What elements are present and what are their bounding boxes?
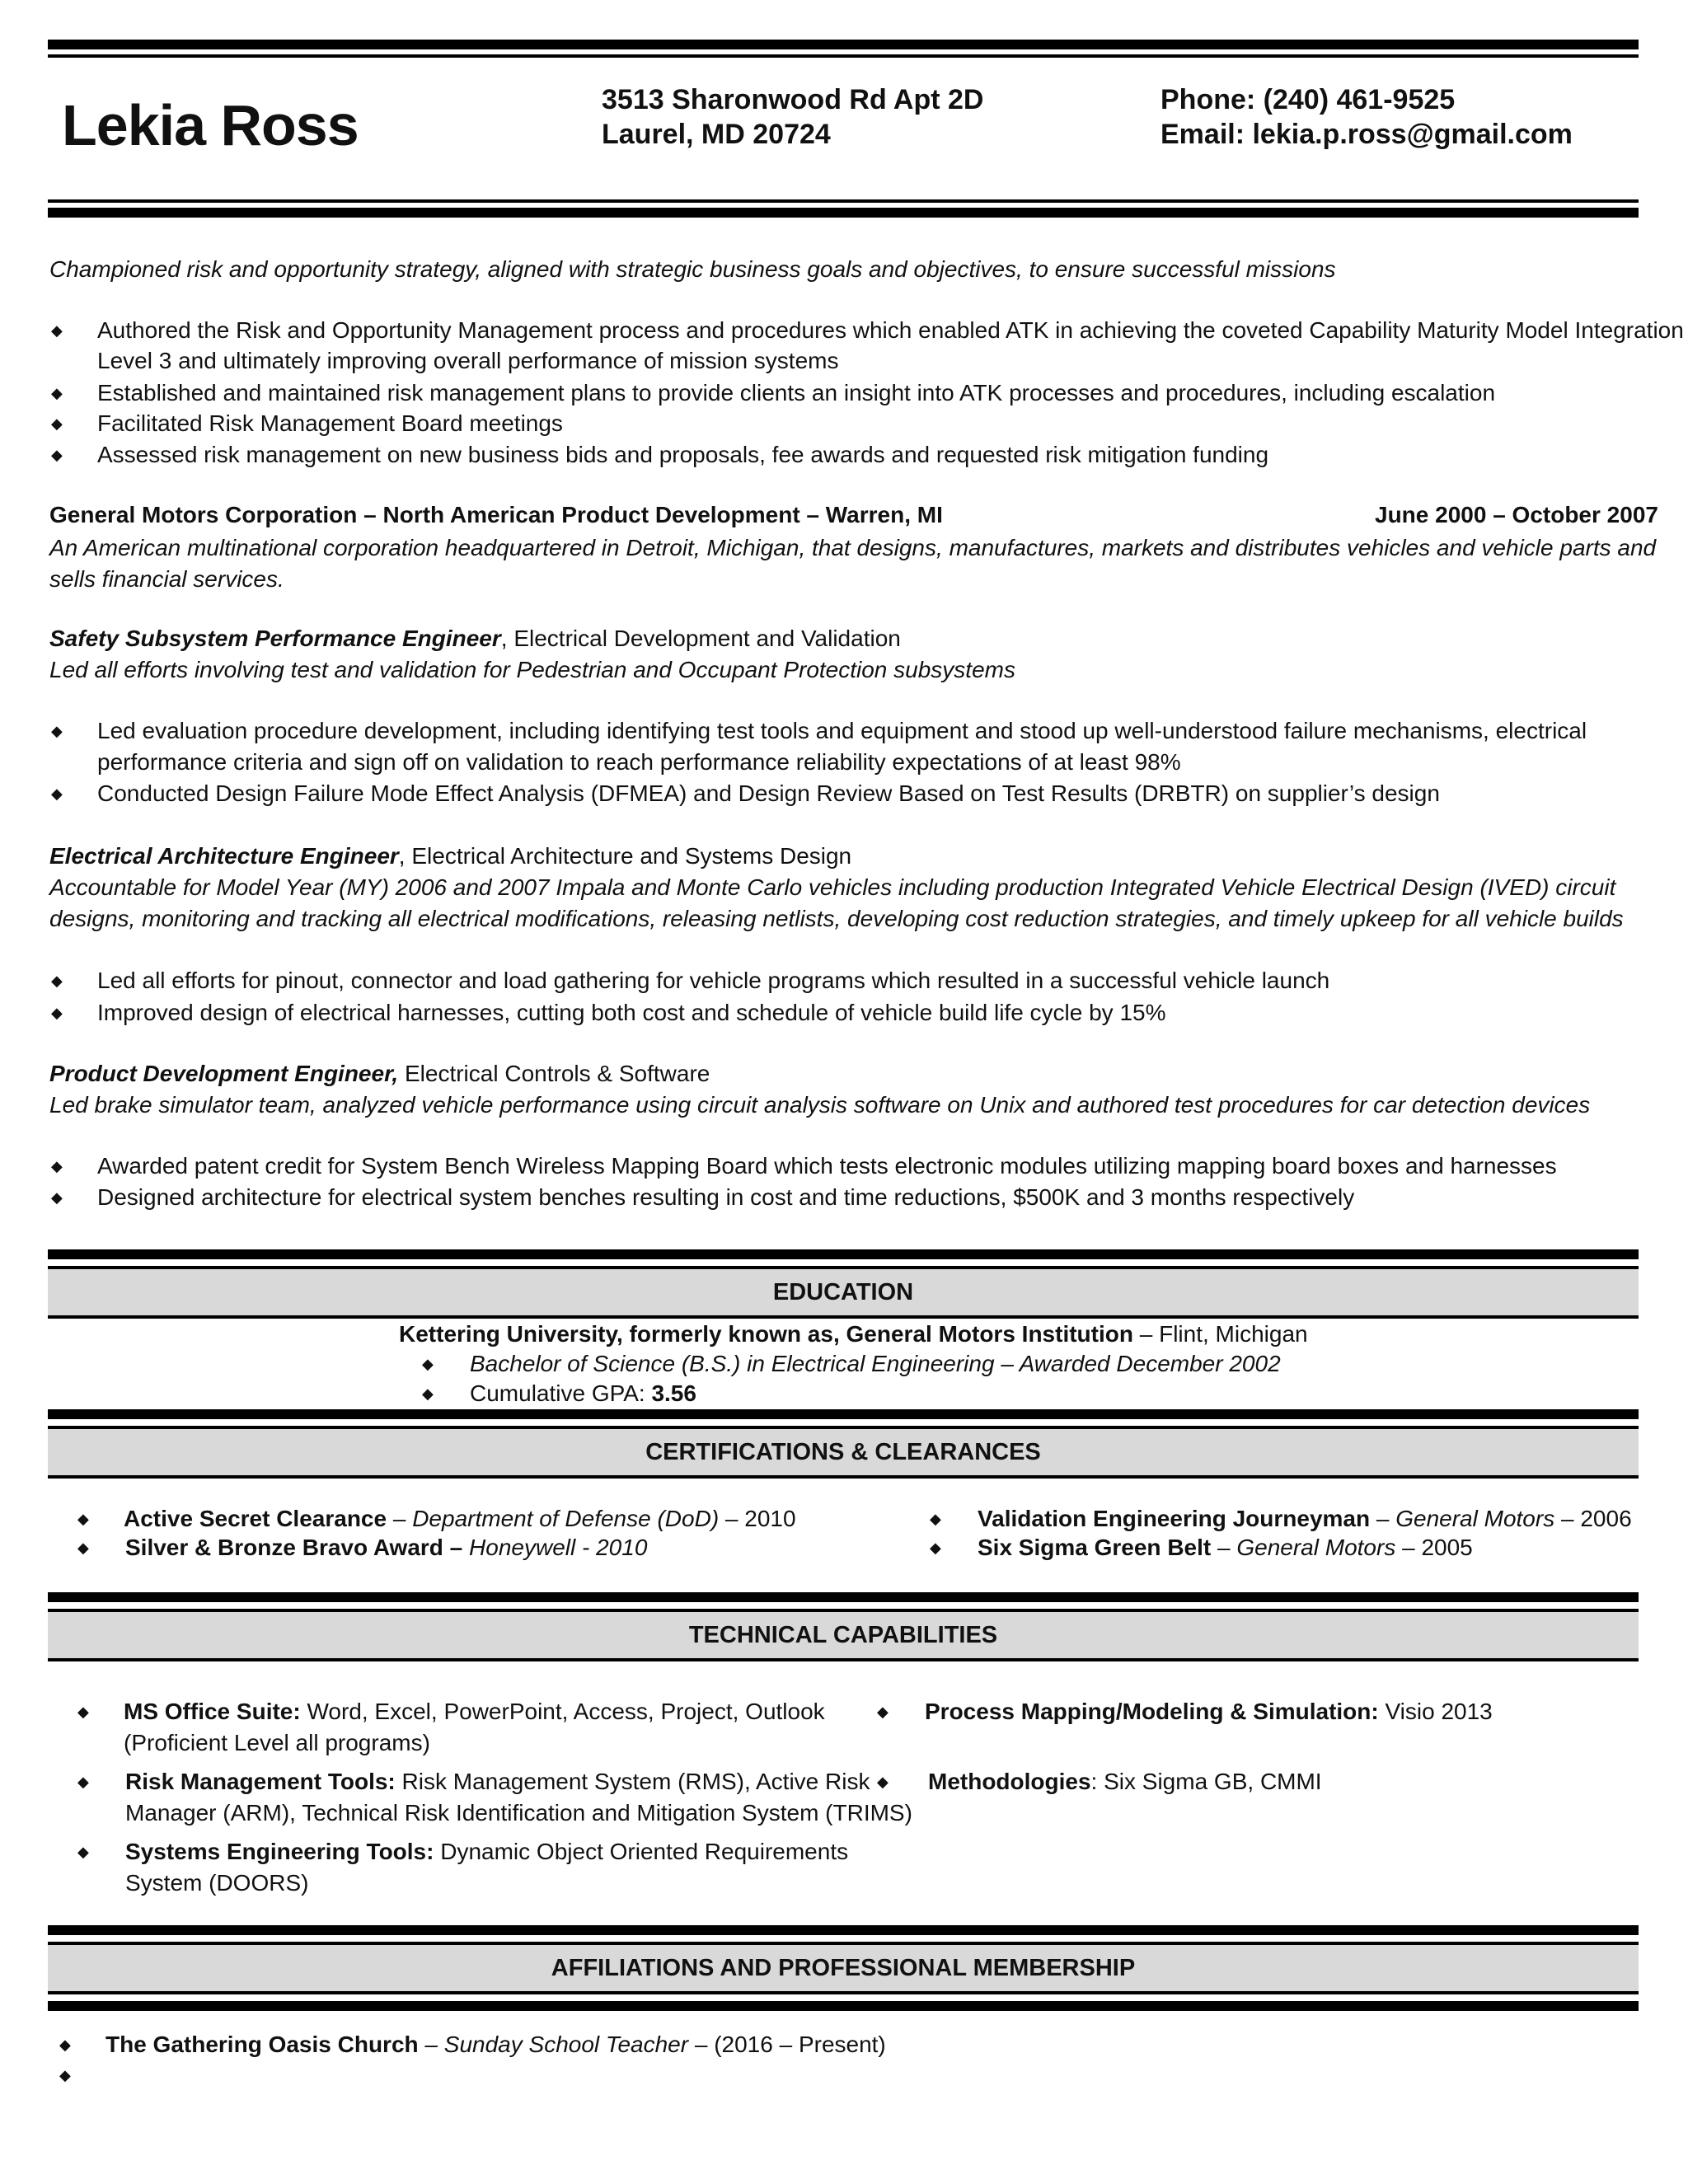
role-bullet-cont: performance criteria and sign off on validation to reach performance reliability expectations of at least 98% <box>97 749 1181 775</box>
technical-section-bar <box>48 1592 1639 1661</box>
role-title: Product Development Engineer, <box>49 1061 399 1086</box>
bullet-icon: ◆ <box>59 2036 71 2053</box>
address-line-1: 3513 Sharonwood Rd Apt 2D <box>602 84 984 115</box>
cert-org: – General Motors <box>1370 1506 1555 1531</box>
tech-label: Risk Management Tools: <box>125 1769 396 1794</box>
gpa-label: Cumulative GPA: <box>470 1380 652 1406</box>
bullet-icon: ◆ <box>51 447 63 463</box>
certifications-heading: CERTIFICATIONS & CLEARANCES <box>48 1429 1639 1475</box>
role-title-line <box>49 623 901 654</box>
company-description: An American multinational corporation headquartered in Detroit, Michigan, that designs, manufactures, markets and distributes vehicles and vehicle parts and <box>49 535 1657 560</box>
bullet-icon: ◆ <box>51 415 63 432</box>
cert-org: Honeywell - 2010 <box>462 1535 648 1560</box>
cert-year: – 2010 <box>719 1506 796 1531</box>
tech-item-cont: System (DOORS) <box>125 1870 309 1896</box>
role-title-line <box>49 841 851 872</box>
affiliations-heading: AFFILIATIONS AND PROFESSIONAL MEMBERSHIP <box>48 1945 1639 1991</box>
tech-value: Word, Excel, PowerPoint, Access, Project, Outlook <box>300 1699 825 1724</box>
tech-item <box>124 1696 825 1727</box>
tech-value: Risk Management System (RMS), Active Risk <box>395 1769 870 1794</box>
school-name: Kettering University, formerly known as, General Motors Institution <box>399 1321 1133 1347</box>
bullet-icon: ◆ <box>77 1844 89 1860</box>
education-heading: EDUCATION <box>48 1269 1639 1315</box>
cert-org: – General Motors <box>1211 1535 1396 1560</box>
cert-year: – 2005 <box>1395 1535 1473 1560</box>
bullet-icon: ◆ <box>51 1005 63 1021</box>
bullet-icon: ◆ <box>51 972 63 989</box>
role-title: Electrical Architecture Engineer <box>49 843 399 869</box>
company-dates: June 2000 – October 2007 <box>1375 502 1658 527</box>
tech-value: Visio 2013 <box>1378 1699 1493 1724</box>
bullet-icon: ◆ <box>877 1774 889 1790</box>
role-bullet: Conducted Design Failure Mode Effect Analysis (DFMEA) and Design Review Based on Test Results (DRBTR) on supplier’s design <box>97 780 1440 806</box>
bullet-icon: ◆ <box>77 1774 89 1790</box>
tech-item <box>125 1836 848 1868</box>
school-location: – Flint, Michigan <box>1132 1321 1308 1347</box>
technical-heading: TECHNICAL CAPABILITIES <box>48 1612 1639 1658</box>
bullet-icon: ◆ <box>77 1704 89 1720</box>
affiliation-role: – Sunday School Teacher <box>418 2032 689 2057</box>
school-line <box>399 1319 1308 1350</box>
candidate-name: Lekia Ross <box>62 93 359 157</box>
company-description-cont: sells financial services. <box>49 566 284 592</box>
bullet-icon: ◆ <box>930 1540 941 1556</box>
cert-item <box>125 1532 647 1563</box>
company-name: General Motors Corporation – North American Product Development – Warren, MI <box>49 502 943 527</box>
tech-label: MS Office Suite: <box>124 1699 301 1724</box>
bullet-icon: ◆ <box>59 2067 71 2083</box>
cert-org: – Department of Defense (DoD) <box>387 1506 720 1531</box>
tech-item-cont: (Proficient Level all programs) <box>124 1730 430 1755</box>
cert-item <box>978 1532 1473 1563</box>
role-summary: Led brake simulator team, analyzed vehicle performance using circuit analysis software on Unix and authored test procedures for car detection devices <box>49 1092 1591 1118</box>
summary-bullet: Authored the Risk and Opportunity Management process and procedures which enabled ATK in achieving the coveted Capability Maturity Model Integration <box>97 317 1684 343</box>
affiliations-section-bar <box>48 1925 1639 2011</box>
role-summary-cont: designs, monitoring and tracking all electrical modifications, releasing netlists, developing cost reduction strategies, and timely upkeep for all vehicle builds <box>49 906 1624 931</box>
role-summary: Accountable for Model Year (MY) 2006 and 2007 Impala and Monte Carlo vehicles including production Integrated Vehicle Electrical Design (IVED) circuit <box>49 874 1616 900</box>
header-top-rule-thin <box>48 54 1639 58</box>
tech-value: : Six Sigma GB, CMMI <box>1090 1769 1322 1794</box>
affiliation-org: The Gathering Oasis Church <box>106 2032 419 2057</box>
bullet-icon: ◆ <box>51 1158 63 1174</box>
tech-label: Methodologies <box>928 1769 1091 1794</box>
tech-item-cont: Manager (ARM), Technical Risk Identification and Mitigation System (TRIMS) <box>125 1800 912 1825</box>
cert-name: Silver & Bronze Bravo Award – <box>125 1535 463 1560</box>
certifications-section-bar <box>48 1409 1639 1479</box>
role-bullet: Led all efforts for pinout, connector and load gathering for vehicle programs which resulted in a successful vehicle launch <box>97 968 1330 993</box>
bullet-icon: ◆ <box>422 1385 434 1402</box>
summary-bullet: Assessed risk management on new business bids and proposals, fee awards and requested risk mitigation funding <box>97 442 1269 467</box>
degree: Bachelor of Science (B.S.) in Electrical Engineering – Awarded December 2002 <box>470 1351 1281 1376</box>
bullet-icon: ◆ <box>51 723 63 739</box>
header-bottom-rule <box>48 208 1639 218</box>
gpa-value: 3.56 <box>651 1380 696 1406</box>
bullet-icon: ◆ <box>51 1189 63 1206</box>
cert-name: Active Secret Clearance <box>124 1506 387 1531</box>
affiliation-dates: – (2016 – Present) <box>688 2032 886 2057</box>
role-bullet: Designed architecture for electrical system benches resulting in cost and time reductions, $500K and 3 months respectively <box>97 1184 1355 1210</box>
bullet-icon: ◆ <box>77 1511 89 1527</box>
bullet-icon: ◆ <box>930 1511 941 1527</box>
bullet-icon: ◆ <box>51 385 63 401</box>
role-dept: , Electrical Development and Validation <box>500 626 901 651</box>
affiliation-item <box>106 2029 886 2060</box>
role-dept: Electrical Controls & Software <box>398 1061 710 1086</box>
cert-name: Validation Engineering Journeyman <box>978 1506 1371 1531</box>
header-top-rule <box>48 40 1639 49</box>
tech-item <box>928 1766 1322 1797</box>
tech-item <box>125 1766 870 1797</box>
role-bullet: Led evaluation procedure development, including identifying test tools and equipment and stood up well-understood failure mechanisms, electrical <box>97 718 1587 743</box>
address-line-2: Laurel, MD 20724 <box>602 119 831 150</box>
role-bullet: Improved design of electrical harnesses, cutting both cost and schedule of vehicle build life cycle by 15% <box>97 1000 1166 1025</box>
bullet-icon: ◆ <box>51 322 63 339</box>
role-bullet: Awarded patent credit for System Bench Wireless Mapping Board which tests electronic modules utilizing mapping board boxes and harnesses <box>97 1153 1557 1179</box>
cert-year: – 2006 <box>1554 1506 1632 1531</box>
gpa-line <box>470 1378 696 1409</box>
summary-bullet: Facilitated Risk Management Board meetings <box>97 410 563 436</box>
cert-item <box>978 1503 1632 1535</box>
bullet-icon: ◆ <box>51 785 63 802</box>
header-bottom-rule-thin <box>48 199 1639 203</box>
education-section-bar <box>48 1249 1639 1319</box>
tech-value: Dynamic Object Oriented Requirements <box>434 1839 849 1864</box>
bullet-icon: ◆ <box>422 1356 434 1372</box>
role-title: Safety Subsystem Performance Engineer <box>49 626 501 651</box>
tech-label: Process Mapping/Modeling & Simulation: <box>925 1699 1379 1724</box>
role-summary: Led all efforts involving test and validation for Pedestrian and Occupant Protection subsystems <box>49 657 1015 682</box>
bullet-icon: ◆ <box>877 1704 889 1720</box>
summary-bullet-cont: Level 3 and ultimately improving overall performance of mission systems <box>97 348 839 373</box>
phone: Phone: (240) 461-9525 <box>1160 84 1456 115</box>
bullet-icon: ◆ <box>77 1540 89 1556</box>
tech-label: Systems Engineering Tools: <box>125 1839 434 1864</box>
email: Email: lekia.p.ross@gmail.com <box>1160 119 1573 150</box>
summary-bullet: Established and maintained risk management plans to provide clients an insight into ATK processes and procedures, including escalation <box>97 380 1496 405</box>
role-dept: , Electrical Architecture and Systems Design <box>398 843 852 869</box>
cert-name: Six Sigma Green Belt <box>978 1535 1212 1560</box>
role-title-line <box>49 1058 710 1090</box>
cert-item <box>124 1503 796 1535</box>
tech-item <box>925 1696 1493 1727</box>
summary: Championed risk and opportunity strategy, aligned with strategic business goals and objectives, to ensure successful missions <box>49 256 1336 282</box>
